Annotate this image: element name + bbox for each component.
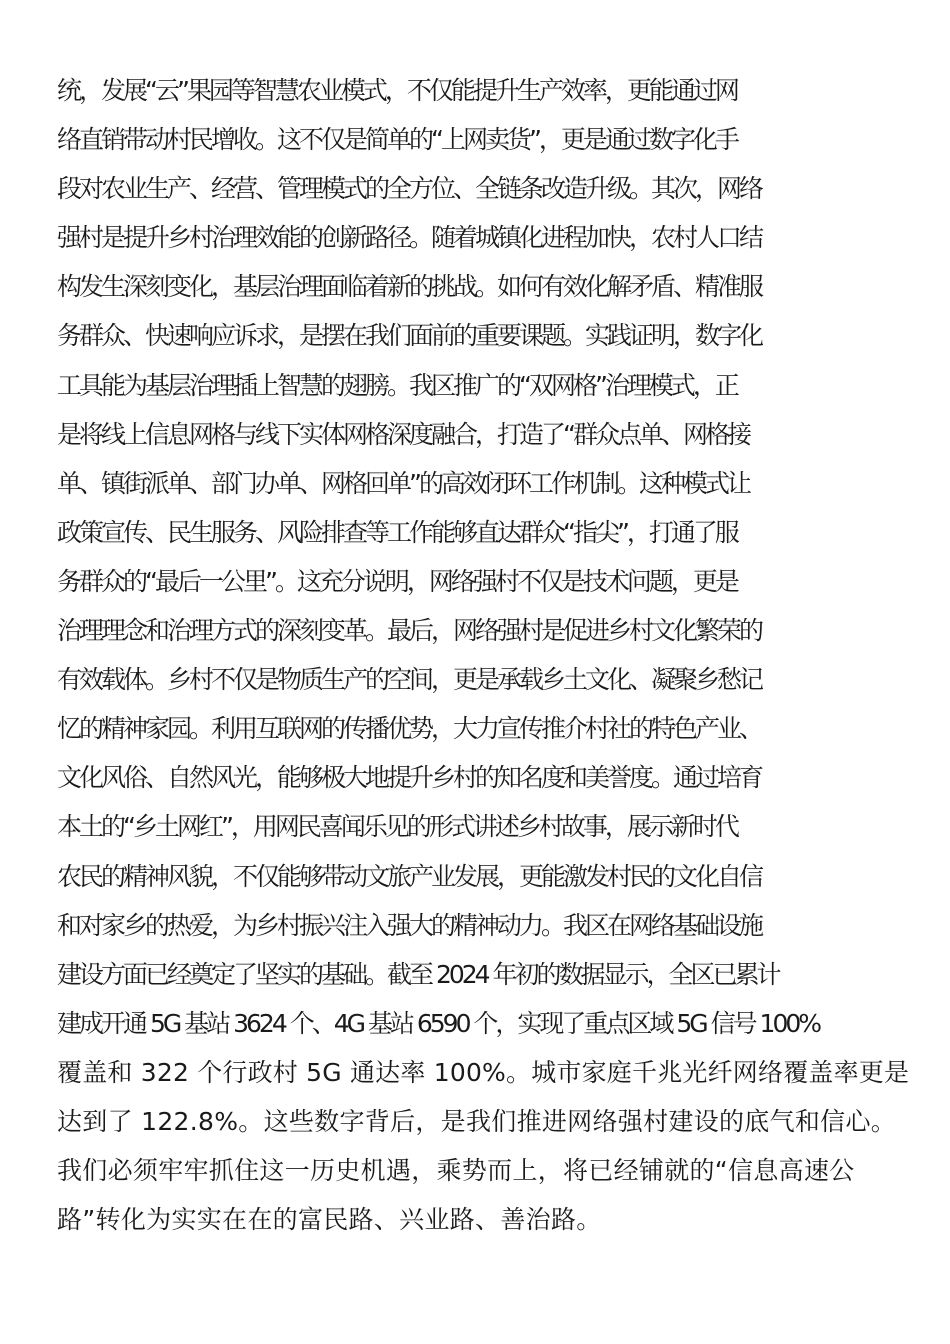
text-line-9: 单、镇街派单、部门办单、网格回单”的高效闭环工作机制。这种模式让 [57, 468, 749, 498]
text-line-15: 文化风俗、自然风光，能够极大地提升乡村的知名度和美誉度。通过培育 [57, 763, 762, 793]
text-line-3: 段对农业生产、经营、管理模式的全方位、全链条改造升级。其次，网络 [57, 174, 762, 204]
text-line-10: 政策宣传、民生服务、风险排查等工作能够直达群众“指尖”，打通了服 [57, 517, 737, 547]
text-line-11: 务群众的“最后一公里”。这充分说明，网络强村不仅是技术问题，更是 [57, 566, 737, 596]
text-line-22: 达到了 122.8%。这些数字背后，是我们推进网络强村建设的底气和信心。 [57, 1106, 897, 1136]
text-line-7: 工具能为基层治理插上智慧的翅膀。我区推广的“双网格”治理模式，正 [57, 370, 737, 400]
text-line-24: 路”转化为实实在在的富民路、兴业路、善治路。 [57, 1205, 602, 1235]
body-paragraph [57, 66, 909, 1244]
text-line-8: 是将线上信息网格与线下实体网格深度融合，打造了“群众点单、网格接 [57, 419, 749, 449]
text-line-4: 强村是提升乡村治理效能的创新路径。随着城镇化进程加快，农村人口结 [57, 223, 762, 253]
text-line-20: 建成开通 5G 基站 3624 个、4G 基站 6590 个，实现了重点区域 5G 信号 100% [57, 1008, 820, 1038]
text-line-21: 覆盖和 322 个行政村 5G 通达率 100%。城市家庭千兆光纤网络覆盖率更是 [57, 1057, 910, 1087]
text-line-14: 忆的精神家园。利用互联网的传播优势，大力宣传推介村社的特色产业、 [57, 714, 762, 744]
text-line-2: 络直销带动村民增收。这不仅是简单的“上网卖货”，更是通过数字化手 [57, 125, 737, 155]
text-line-19: 建设方面已经奠定了坚实的基础。截至 2024 年初的数据显示，全区已累计 [57, 959, 779, 989]
text-line-13: 有效载体。乡村不仅是物质生产的空间，更是承载乡土文化、凝聚乡愁记 [57, 665, 762, 695]
text-line-16: 本土的“乡土网红”，用网民喜闻乐见的形式讲述乡村故事，展示新时代 [57, 812, 737, 842]
text-line-17: 农民的精神风貌，不仅能够带动文旅产业发展，更能激发村民的文化自信 [57, 861, 762, 891]
text-line-1: 统，发展“云”果园等智慧农业模式，不仅能提升生产效率，更能通过网 [57, 76, 737, 105]
text-line-18: 和对家乡的热爱，为乡村振兴注入强大的精神动力。我区在网络基础设施 [57, 910, 762, 940]
text-line-5: 构发生深刻变化，基层治理面临着新的挑战。如何有效化解矛盾、精准服 [57, 272, 762, 302]
text-line-12: 治理理念和治理方式的深刻变革。最后，网络强村是促进乡村文化繁荣的 [57, 616, 762, 646]
text-line-23: 我们必须牢牢抓住这一历史机遇，乘势而上，将已经铺就的“信息高速公 [57, 1156, 855, 1186]
text-line-6: 务群众、快速响应诉求，是摆在我们面前的重要课题。实践证明，数字化 [57, 321, 762, 351]
